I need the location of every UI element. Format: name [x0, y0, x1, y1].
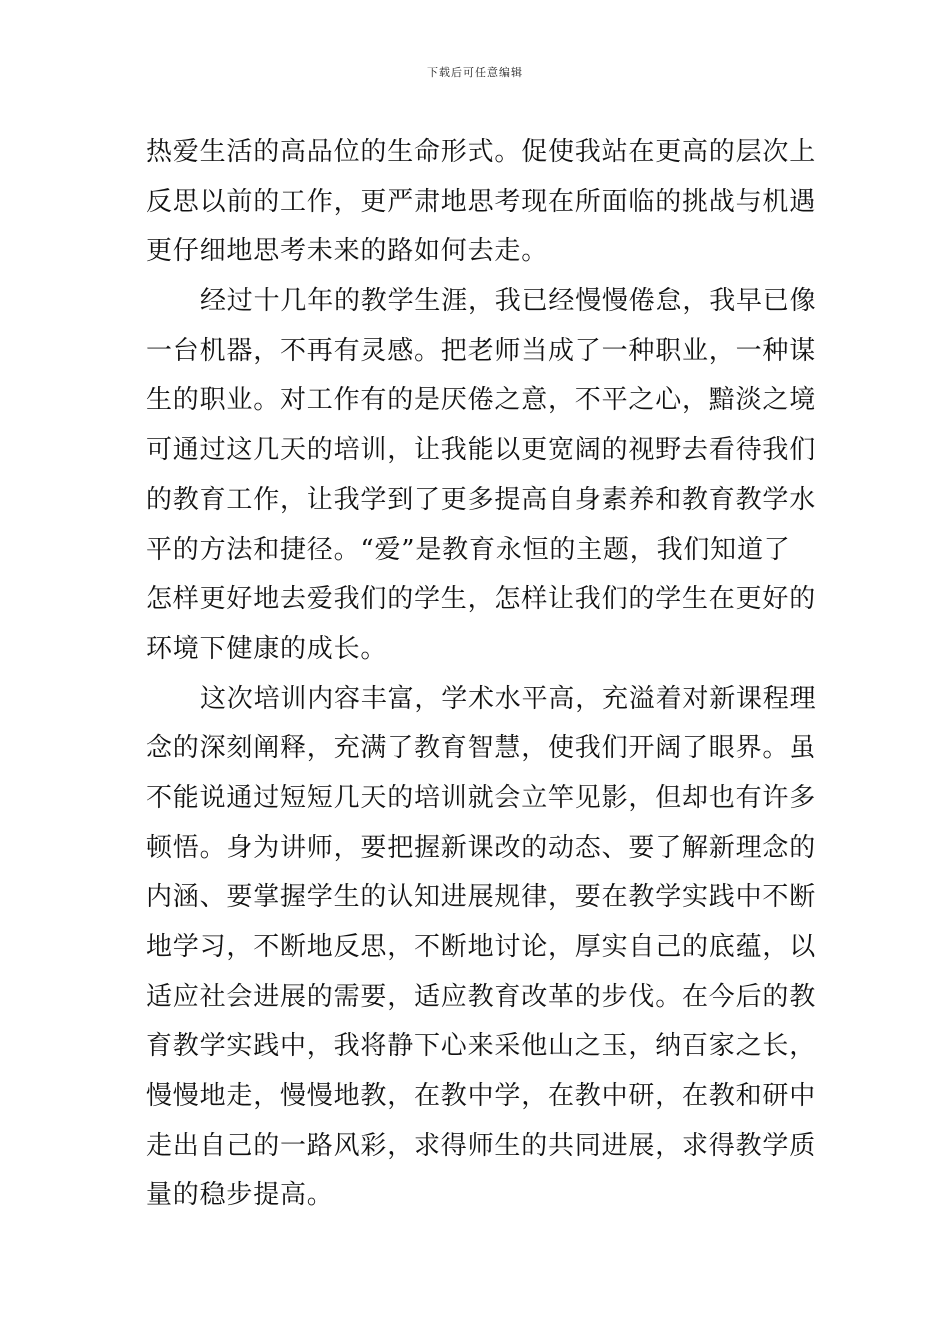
- text-line: 反思以前的工作，更严肃地思考现在所面临的挑战与机遇: [146, 186, 816, 217]
- text-line: 经过十几年的教学生涯，我已经慢慢倦怠，我早已像: [200, 286, 816, 317]
- text-line: 怎样更好地去爱我们的学生，怎样让我们的学生在更好的: [146, 584, 816, 615]
- paragraph: [146, 675, 816, 1222]
- text-line: 走出自己的一路风彩，求得师生的共同进展，求得教学质: [146, 1130, 816, 1161]
- document-body: [146, 128, 816, 1221]
- paragraph: [146, 128, 816, 277]
- page-header: 下载后可任意编辑: [427, 66, 523, 79]
- text-line: 平的方法和捷径。“爱”是教育永恒的主题，我们知道了: [146, 534, 791, 565]
- text-line: 地学习，不断地反思，不断地讨论，厚实自己的底蕴，以: [146, 932, 816, 962]
- text-line: 的教育工作，让我学到了更多提高自身素养和教育教学水: [146, 484, 816, 515]
- text-line: 念的深刻阐释，充满了教育智慧，使我们开阔了眼界。虽: [146, 733, 816, 764]
- text-line: 更仔细地思考未来的路如何去走。: [146, 236, 549, 267]
- text-line: 适应社会进展的需要，适应教育改革的步伐。在今后的教: [146, 981, 816, 1012]
- paragraph: [146, 277, 816, 675]
- text-line: 一台机器，不再有灵感。把老师当成了一种职业，一种谋: [146, 335, 816, 366]
- text-line: 内涵、要掌握学生的认知进展规律，要在教学实践中不断: [146, 882, 816, 913]
- text-line: 环境下健康的成长。: [146, 633, 388, 664]
- text-line: 可通过这几天的培训，让我能以更宽阔的视野去看待我们: [146, 435, 816, 466]
- text-line: 不能说通过短短几天的培训就会立竿见影，但却也有许多: [146, 782, 816, 813]
- text-line: 量的稳步提高。: [146, 1180, 334, 1211]
- text-line: 这次培训内容丰富，学术水平高，充溢着对新课程理: [200, 683, 816, 714]
- text-line: 慢慢地走，慢慢地教，在教中学，在教中研，在教和研中: [146, 1081, 816, 1112]
- text-line: 育教学实践中，我将静下心来采他山之玉，纳百家之长，: [146, 1031, 816, 1062]
- text-line: 生的职业。对工作有的是厌倦之意，不平之心，黯淡之境: [146, 385, 816, 416]
- text-line: 顿悟。身为讲师，要把握新课改的动态、要了解新理念的: [146, 832, 816, 863]
- text-line: 热爱生活的高品位的生命形式。促使我站在更高的层次上: [146, 137, 816, 167]
